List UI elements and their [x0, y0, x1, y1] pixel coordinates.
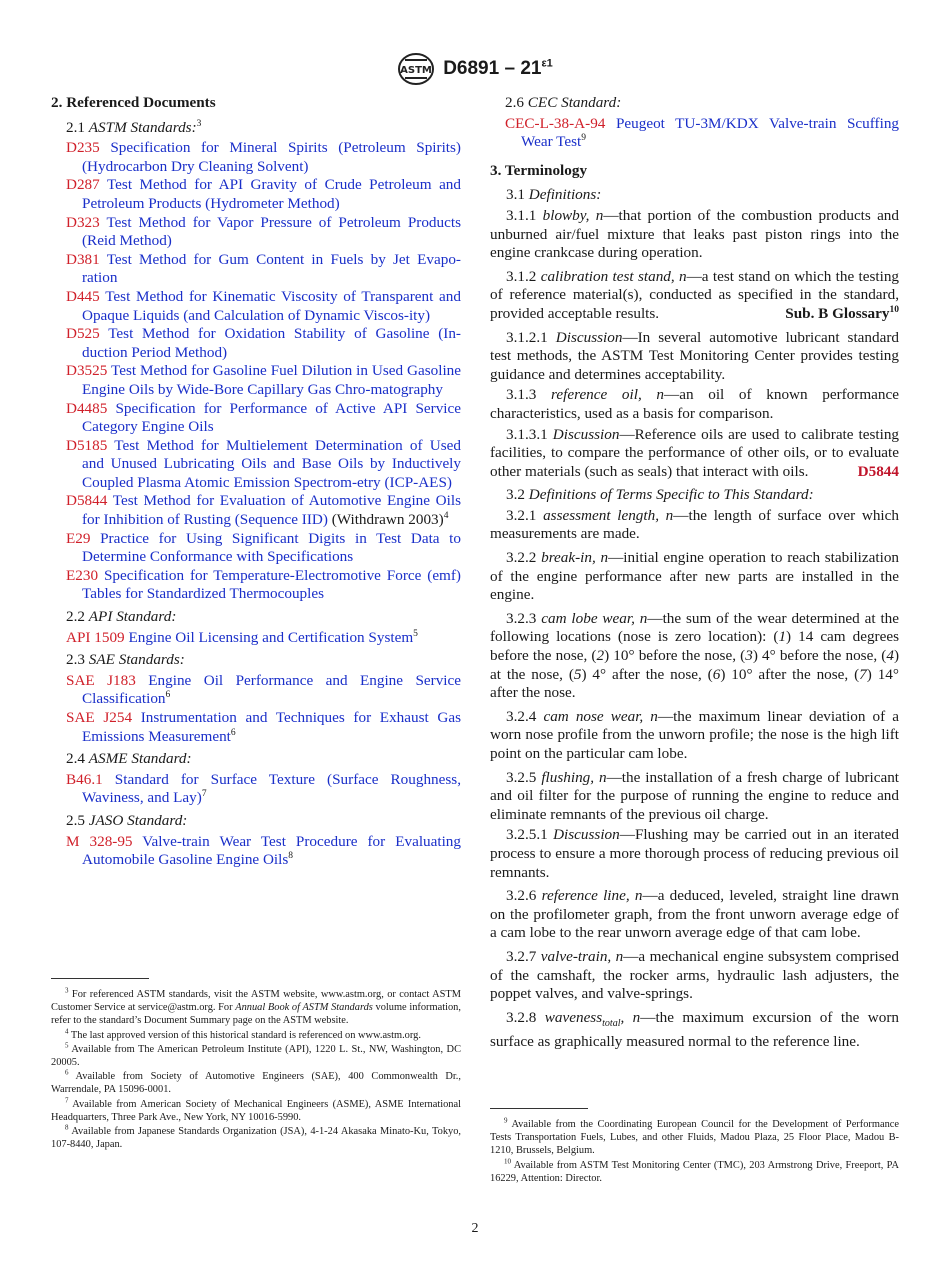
subsection-heading: 2.6 CEC Standard:: [505, 94, 622, 111]
reference-item[interactable]: D323 Test Method for Vapor Pressure of Petroleum Products (Reid Method): [66, 213, 461, 250]
reference-item[interactable]: SAE J254 Instrumentation and Techniques for Exhaust Gas Emissions Measurement$^6$: [66, 709, 461, 745]
definition: 3.2.4 cam nose wear, n—the maximum linear deviation of a worn nose profile from the unworn profile; the nose is the high lift point on the particular cam lobe.: [490, 707, 900, 762]
designation: $D6891 - 21^{\varepsilon 1}$: [443, 57, 553, 79]
discussion: 3.2.5.1 Discussion—Flushing may be carried out in an iterated process to ensure a more thorough process of reducing previous oil remnants.: [490, 826, 899, 881]
footnote: $^6$ Available from Society of Automotive Engineers (SAE), 400 Commonwealth Dr., Warrendale, PA 15096-0001.: [51, 1068, 462, 1096]
definition: 3.1.2 calibration test stand, n—a test stand on which the testing of reference material(s), conducted as specified in the standard, provided acceptable results. Sub. B Glossary$^{10}$: [490, 267, 900, 322]
subsection-heading: 2.5 JASO Standard:: [66, 811, 188, 829]
definition: 3.2.8 waveness$_{total}$, n—the maximum excursion of the worn surface as graphically measured normal to the reference line.: [490, 1008, 900, 1051]
definition: 3.2.5 flushing, n—the installation of a fresh charge of lubricant and oil filter for the purpose of running the engine to reduce and eliminate remnants of the previous oil charge.: [490, 768, 900, 823]
subsection-heading: 2.2 API Standard:: [66, 608, 177, 626]
reference-item[interactable]: D445 Test Method for Kinematic Viscosity of Transparent and Opaque Liquids (and Calculation of Dynamic Viscos-ity): [66, 287, 461, 324]
reference-item[interactable]: D235 Specification for Mineral Spirits (Petroleum Spirits) (Hydrocarbon Dry Cleaning Solvent): [66, 139, 461, 175]
footnote: $^5$ Available from The American Petroleum Institute (API), 1220 L. St., NW, Washington, DC 20005.: [51, 1041, 461, 1069]
definition: 3.2.7 valve-train, n—a mechanical engine subsystem comprised of the camshaft, the rocker arms, hydraulic lash adjusters, the poppet valves, and valve-springs.: [490, 947, 899, 1003]
footnote: $^4$ The last approved version of this historical standard is referenced on www.astm.org.: [65, 1027, 421, 1041]
footnote: $^3$ For referenced ASTM standards, visit the ASTM website, www.astm.org, or contact ASTM Customer Service at service@astm.org. For Annual Book of ASTM Standards volume information, refer to the standard’s Document Summary page on the ASTM website.: [51, 986, 461, 1027]
astm-logo-icon: [397, 52, 435, 86]
svg-text:ASTM: ASTM: [400, 65, 433, 76]
reference-item[interactable]: SAE J183 Engine Oil Performance and Engine Service Classification$^6$: [66, 671, 461, 708]
footnotes-left: [51, 988, 461, 1152]
reference-item[interactable]: D5185 Test Method for Multielement Determination of Used and Unused Lubricating Oils and Base Oils by Inductively Coupled Plasma Atomic Emission Spectrom-etry (ICP-AES): [66, 436, 461, 491]
source-reference: Sub. B Glossary$^{10}$: [785, 304, 899, 322]
definition-heading: 3.2 Definitions of Terms Specific to This Standard:: [506, 486, 814, 504]
right-column: [490, 92, 899, 1057]
definition: 3.1.3 reference oil, n—an oil of known performance characteristics, used as a basis for comparison.: [490, 386, 899, 422]
footnote-divider: [51, 978, 149, 979]
subsection-heading: 2.3 SAE Standards:: [66, 651, 185, 669]
reference-item[interactable]: D287 Test Method for API Gravity of Crude Petroleum and Petroleum Products (Hydrometer Method): [66, 176, 461, 212]
reference-item[interactable]: D381 Test Method for Gum Content in Fuels by Jet Evapo-ration: [66, 250, 461, 287]
page-header: [0, 52, 950, 86]
page-number: 2: [471, 1221, 479, 1236]
reference-item[interactable]: API 1509 Engine Oil Licensing and Certification System$^5$: [66, 628, 418, 646]
footnote: $^{10}$ Available from ASTM Test Monitoring Center (TMC), 203 Armstrong Drive, Freeport, PA 16229, Attention: Director.: [490, 1157, 899, 1184]
definition: 3.2.3 cam lobe wear, n—the sum of the wear determined at the following locations (nose is zero location): (1) 14 cam degrees before the nose, (2) 10° before the nose, (3) 4° before the nose, (4) at the nose, (5) 4° after the nose, (6) 10° after the nose, (7) 14° after the nose.: [490, 609, 900, 702]
reference-item[interactable]: E29 Practice for Using Significant Digits in Test Data to Determine Conformance with Specifications: [66, 529, 461, 566]
reference-item[interactable]: CEC-L-38-A-94 Peugeot TU-3M/KDX Valve-train Scuffing Wear Test$^9$: [505, 114, 900, 151]
reference-item[interactable]: B46.1 Standard for Surface Texture (Surface Roughness, Waviness, and Lay)$^7$: [66, 770, 462, 807]
section-title: 2. Referenced Documents: [51, 94, 216, 111]
reference-item[interactable]: D3525 Test Method for Gasoline Fuel Dilution in Used Gasoline Engine Oils by Wide-Bore Capillary Gas Chro-matography: [66, 362, 462, 398]
definition-heading: 3.1 Definitions:: [506, 186, 602, 204]
footnote-divider: [490, 1108, 588, 1109]
definition: 3.2.2 break-in, n—initial engine operation to reach stabilization of the engine performance after new parts are installed in the engine.: [490, 549, 900, 604]
discussion: 3.1.2.1 Discussion—In several automotive lubricant standard test methods, the ASTM Test Monitoring Center provides testing guidance and determines acceptability.: [490, 328, 900, 383]
source-reference-link[interactable]: D5844: [857, 462, 899, 480]
reference-item[interactable]: D525 Test Method for Oxidation Stability of Gasoline (In-duction Period Method): [66, 325, 461, 361]
left-column: [51, 92, 461, 870]
discussion: 3.1.3.1 Discussion—Reference oils are used to calibrate testing facilities, to compare the performance of other oils, or to evaluate other materials (such as seals) that interact with oils. D5844: [490, 425, 900, 480]
subsection-heading: 2.1 ASTM Standards:$^3$: [66, 118, 202, 136]
definition: 3.2.6 reference line, n—a deduced, leveled, straight line drawn on the profilometer graph, from the front unworn average edge of a cam lobe to the rear unworn average edge of that cam lobe.: [490, 887, 899, 942]
reference-item[interactable]: D4485 Specification for Performance of Active API Service Category Engine Oils: [66, 399, 461, 436]
section-title: 3. Terminology: [490, 161, 588, 179]
footnotes-right: [490, 1118, 899, 1186]
definition: 3.1.1 blowby, n—that portion of the combustion products and unburned air/fuel mixture that leaks past piston rings into the engine crankcase during operation.: [490, 206, 899, 262]
definition: 3.2.1 assessment length, n—the length of surface over which measurements are made.: [490, 506, 899, 543]
reference-item[interactable]: D5844 Test Method for Evaluation of Automotive Engine Oils for Inhibition of Rusting (Sequence IID) (Withdrawn 2003)$^4$: [66, 492, 461, 529]
footnote: $^9$ Available from the Coordinating European Council for the Development of Performance Tests Transportation Fuels, Lubes, and other Fluids, Madou Plaza, 25 Floor Place, Madou B-1210, Brussels, Belgium.: [490, 1116, 900, 1157]
reference-item[interactable]: M 328-95 Valve-train Wear Test Procedure for Evaluating Automobile Gasoline Engine Oils$^8$: [66, 832, 461, 869]
footnote: $^8$ Available from Japanese Standards Organization (JSA), 4-1-24 Akasaka Minato-Ku, Tokyo, 107-8440, Japan.: [51, 1123, 461, 1151]
footnote: $^7$ Available from American Society of Mechanical Engineers (ASME), ASME International Headquarters, Three Park Ave., New York, NY 10016-5990.: [51, 1096, 462, 1123]
reference-item[interactable]: E230 Specification for Temperature-Electromotive Force (emf) Tables for Standardized Thermocouples: [66, 566, 461, 603]
subsection-heading: 2.4 ASME Standard:: [66, 750, 192, 768]
